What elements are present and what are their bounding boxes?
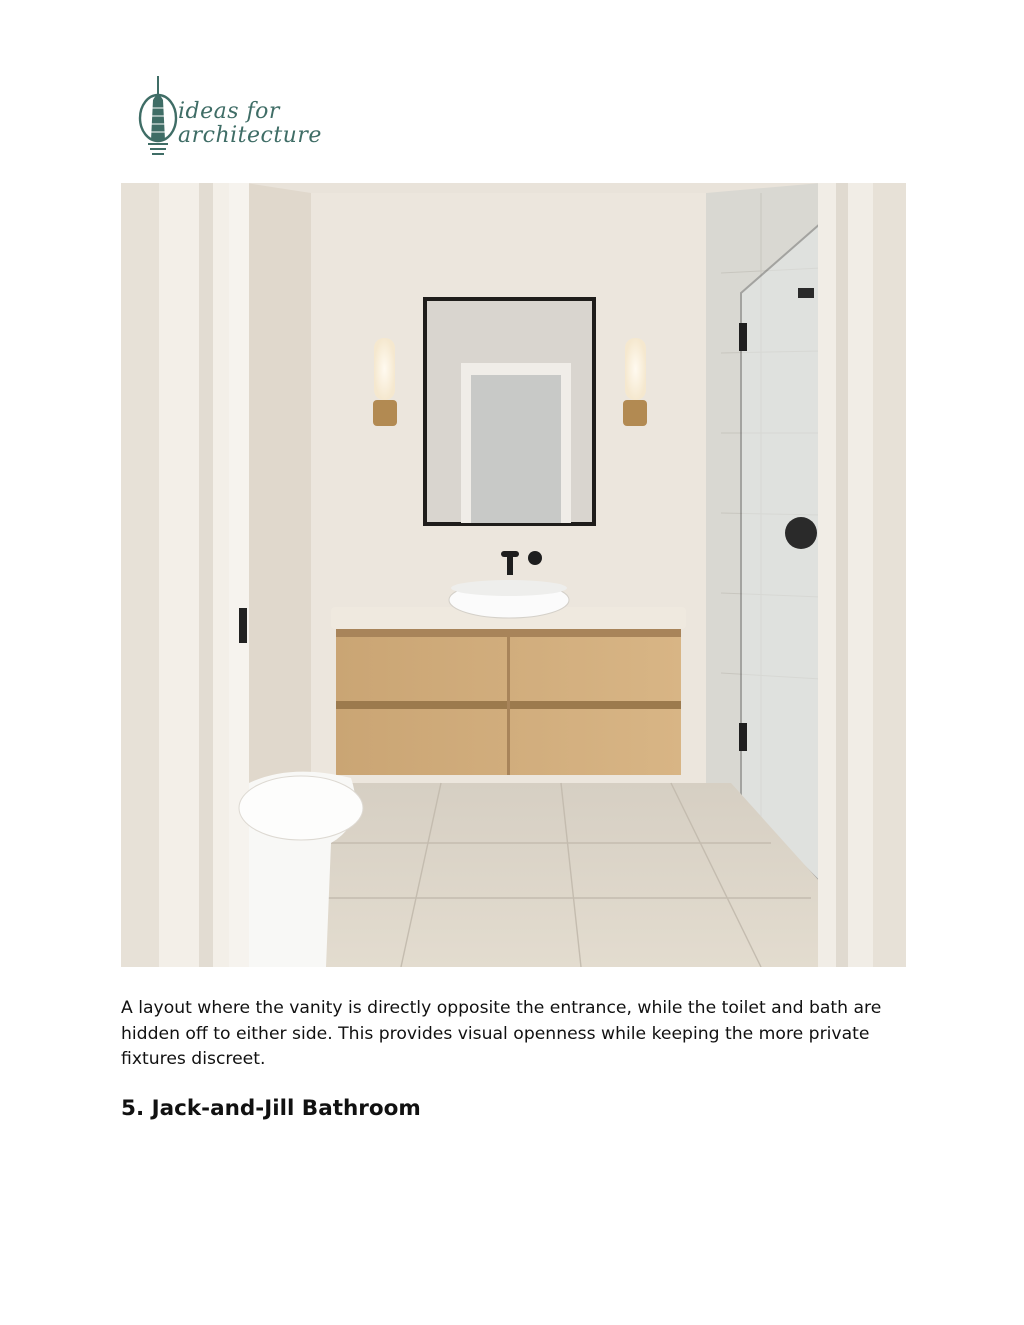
section-heading: 5. Jack-and-Jill Bathroom [121, 1096, 421, 1121]
logo-wordmark: ideas for architecture [178, 99, 322, 148]
bathroom-vanity-photo [121, 183, 906, 967]
brand-logo [136, 74, 322, 164]
image-caption: A layout where the vanity is directly opposite the entrance, while the toilet and bath are hidden off to either side. This provides visual openness while keeping the more private fixtures discreet. [121, 998, 882, 1069]
tower-logo-icon [136, 74, 180, 164]
